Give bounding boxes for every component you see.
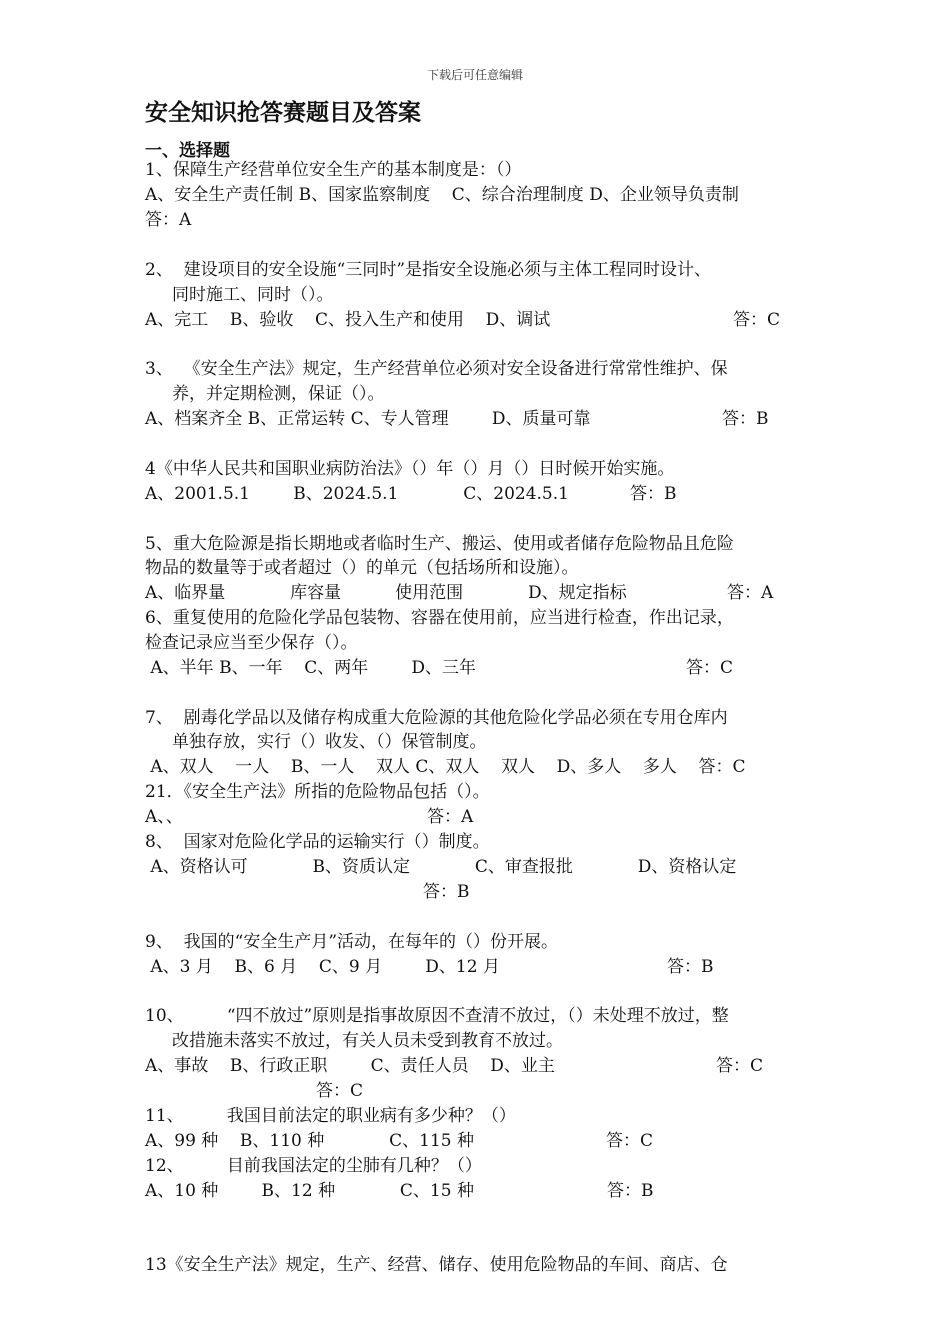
question-5: 5、重大危险源是指长期地或者临时生产、搬运、使用或者储存危险物品且危险 [145,534,734,554]
options-10: A、事故 B、行政正职 C、责任人员 D、业主 [145,1056,555,1076]
options-6: A、半年 B、一年 C、两年 D、三年 [145,658,477,678]
question-1: 1、保障生产经营单位安全生产的基本制度是：（） [145,160,522,180]
answer-4: 答：B [630,484,677,504]
question-10-cont: 改措施未落实不放过，有关人员未受到教育不放过。 [172,1031,563,1051]
document-title: 安全知识抢答赛题目及答案 [145,99,421,126]
question-8: 8、 国家对危险化学品的运输实行（）制度。 [145,832,490,852]
question-6: 6、重复使用的危险化学品包装物、容器在使用前，应当进行检查，作出记录， [145,608,734,628]
options-9: A、3 月 B、6 月 C、9 月 D、12 月 [145,957,500,977]
options-4: A、2001.5.1 B、2024.5.1 C、2024.5.1 [145,484,569,504]
options-11: A、99 种 B、110 种 C、115 种 [145,1131,474,1151]
question-3: 3、 《安全生产法》规定，生产经营单位必须对安全设备进行常常性维护、保 [145,359,728,379]
options-3: A、档案齐全 B、正常运转 C、专人管理 D、质量可靠 [145,409,591,429]
question-13: 13《安全生产法》规定，生产、经营、储存、使用危险物品的车间、商店、仓 [145,1255,728,1275]
question-2: 2、 建设项目的安全设施“三同时”是指安全设施必须与主体工程同时设计、 [145,260,712,280]
answer-3: 答：B [722,409,769,429]
question-7: 7、 剧毒化学品以及储存构成重大危险源的其他危险化学品必须在专用仓库内 [145,708,728,728]
question-2-cont: 同时施工、同时（）。 [172,285,334,305]
answer-21: 答：A [427,807,474,827]
question-21: 21．《安全生产法》所指的危险物品包括（）。 [145,782,490,802]
question-9: 9、 我国的“安全生产月”活动，在每年的（）份开展。 [145,932,559,952]
answer-11: 答：C [606,1131,654,1151]
answer-8: 答：B [423,882,470,902]
answer-12: 答：B [607,1181,654,1201]
question-5-cont: 物品的数量等于或者超过（）的单元（包括场所和设施）。 [145,558,579,578]
answer-5: 答：A [727,583,774,603]
question-4: 4《中华人民共和国职业病防治法》（）年（）月（）日时候开始实施。 [145,459,675,479]
question-10: 10、 “四不放过”原则是指事故原因不查清不放过，（）未处理不放过，整 [145,1006,729,1026]
question-7-cont: 单独存放，实行（）收发、（）保管制度。 [172,732,487,752]
question-3-cont: 养，并定期检测，保证（）。 [172,384,385,404]
question-6-cont: 检查记录应当至少保存（）。 [145,633,358,653]
answer-10-repeat: 答：C [316,1081,364,1101]
options-1: A、安全生产责任制 B、国家监察制度 C、综合治理制度 D、企业领导负责制 [145,185,739,205]
options-21: A、、 [145,807,183,827]
answer-6: 答：C [686,658,734,678]
question-11: 11、 我国目前法定的职业病有多少种？（） [145,1106,516,1126]
section-heading: 一、选择题 [145,141,230,161]
options-8: A、资格认可 B、资质认定 C、审查报批 D、资格认定 [145,857,737,877]
options-5: A、临界量 库容量 使用范围 D、规定指标 [145,583,627,603]
answer-2: 答：C [733,310,781,330]
question-12: 12、 目前我国法定的尘肺有几种？（） [145,1156,482,1176]
options-12: A、10 种 B、12 种 C、15 种 [145,1181,474,1201]
options-2: A、完工 B、验收 C、投入生产和使用 D、调试 [145,310,551,330]
answer-10: 答：C [716,1056,764,1076]
answer-1: 答：A [145,210,192,230]
page-header: 下载后可任意编辑 [426,68,523,82]
options-7: A、双人 一人 B、一人 双人 C、双人 双人 D、多人 多人 答：C [145,757,746,777]
answer-9: 答：B [667,957,714,977]
